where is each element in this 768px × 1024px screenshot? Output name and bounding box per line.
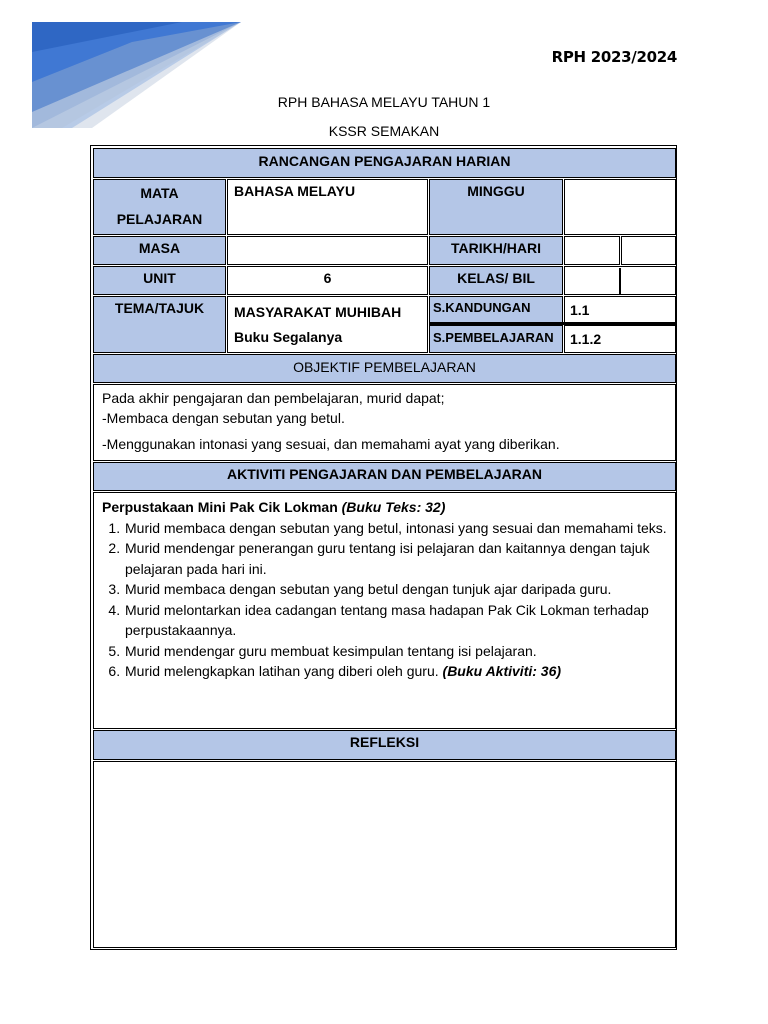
tarikh-value[interactable] — [564, 236, 620, 265]
objektif-line-2: -Menggunakan intonasi yang sesuai, dan memahami ayat yang diberikan. — [102, 436, 560, 452]
aktiviti-step-6-ref: (Buku Aktiviti: 36) — [442, 663, 562, 679]
lesson-plan-table — [90, 145, 677, 950]
s-pembelajaran-value: 1.1.2 — [564, 325, 676, 353]
aktiviti-step-3: 3. Murid membaca dengan sebutan yang betul dengan tunjuk ajar daripada guru. — [124, 579, 667, 600]
mata-pelajaran-label — [93, 179, 226, 235]
s-kandungan-value: 1.1 — [564, 296, 676, 323]
objektif-intro: Pada akhir pengajaran dan pembelajaran, murid dapat; — [102, 390, 445, 406]
main-heading-text: RANCANGAN PENGAJARAN HARIAN — [258, 153, 511, 169]
header-logo-graphic — [32, 22, 241, 128]
aktiviti-step-2: 2. Murid mendengar penerangan guru tentang isi pelajaran dan kaitannya dengan tajuk pelajaran pada hari ini. — [124, 538, 667, 579]
mata-pelajaran-value: BAHASA MELAYU — [227, 179, 428, 235]
rph-year-badge: RPH 2023/2024 — [551, 48, 677, 66]
unit-label: UNIT — [93, 266, 226, 295]
objektif-line-1: -Membaca dengan sebutan yang betul. — [102, 410, 345, 426]
minggu-label: MINGGU — [429, 179, 563, 235]
document-subtitle: KSSR SEMAKAN — [328, 123, 440, 139]
aktiviti-step-1: 1. Murid membaca dengan sebutan yang betul, intonasi yang sesuai dan memahami teks. — [124, 518, 667, 539]
unit-value: 6 — [227, 266, 428, 295]
aktiviti-heading: AKTIVITI PENGAJARAN DAN PEMBELAJARAN — [93, 462, 676, 491]
aktiviti-step-6-text: Murid melengkapkan latihan yang diberi oleh guru. — [125, 663, 439, 679]
tema-tajuk-label: TEMA/TAJUK — [93, 296, 226, 353]
aktiviti-step-4: 4. Murid melontarkan idea cadangan tentang masa hadapan Pak Cik Lokman terhadap perpustakaannya. — [124, 600, 667, 641]
tema-value: MASYARAKAT MUHIBAH — [234, 304, 402, 320]
minggu-value[interactable] — [564, 179, 676, 235]
tarikh-hari-label: TARIKH/HARI — [429, 236, 563, 265]
kelas-bil-label: KELAS/ BIL — [429, 266, 563, 295]
tajuk-value: Buku Segalanya — [234, 329, 343, 345]
masa-value[interactable] — [227, 236, 428, 265]
objektif-body — [93, 384, 676, 461]
aktiviti-title-text: Perpustakaan Mini Pak Cik Lokman — [102, 499, 338, 515]
refleksi-body[interactable] — [93, 761, 676, 948]
aktiviti-step-5: 5. Murid mendengar guru membuat kesimpulan tentang isi pelajaran. — [124, 641, 667, 662]
aktiviti-step-6 — [124, 661, 667, 682]
masa-label: MASA — [93, 236, 226, 265]
document-title: RPH BAHASA MELAYU TAHUN 1 — [277, 94, 491, 110]
refleksi-heading: REFLEKSI — [93, 730, 676, 760]
s-pembelajaran-label: S.PEMBELAJARAN — [429, 325, 563, 353]
s-kandungan-label: S.KANDUNGAN — [429, 296, 563, 323]
aktiviti-title — [102, 497, 667, 518]
mata-pelajaran-label-text: MATA PELAJARAN — [116, 185, 203, 227]
hari-value[interactable] — [621, 236, 676, 265]
aktiviti-body — [93, 492, 676, 729]
aktiviti-steps — [102, 518, 667, 682]
kelas-bil-divider — [619, 268, 621, 294]
main-heading — [93, 148, 676, 178]
aktiviti-title-ref: (Buku Teks: 32) — [341, 499, 446, 515]
tema-tajuk-value — [227, 296, 428, 353]
objektif-heading: OBJEKTIF PEMBELAJARAN — [93, 354, 676, 383]
